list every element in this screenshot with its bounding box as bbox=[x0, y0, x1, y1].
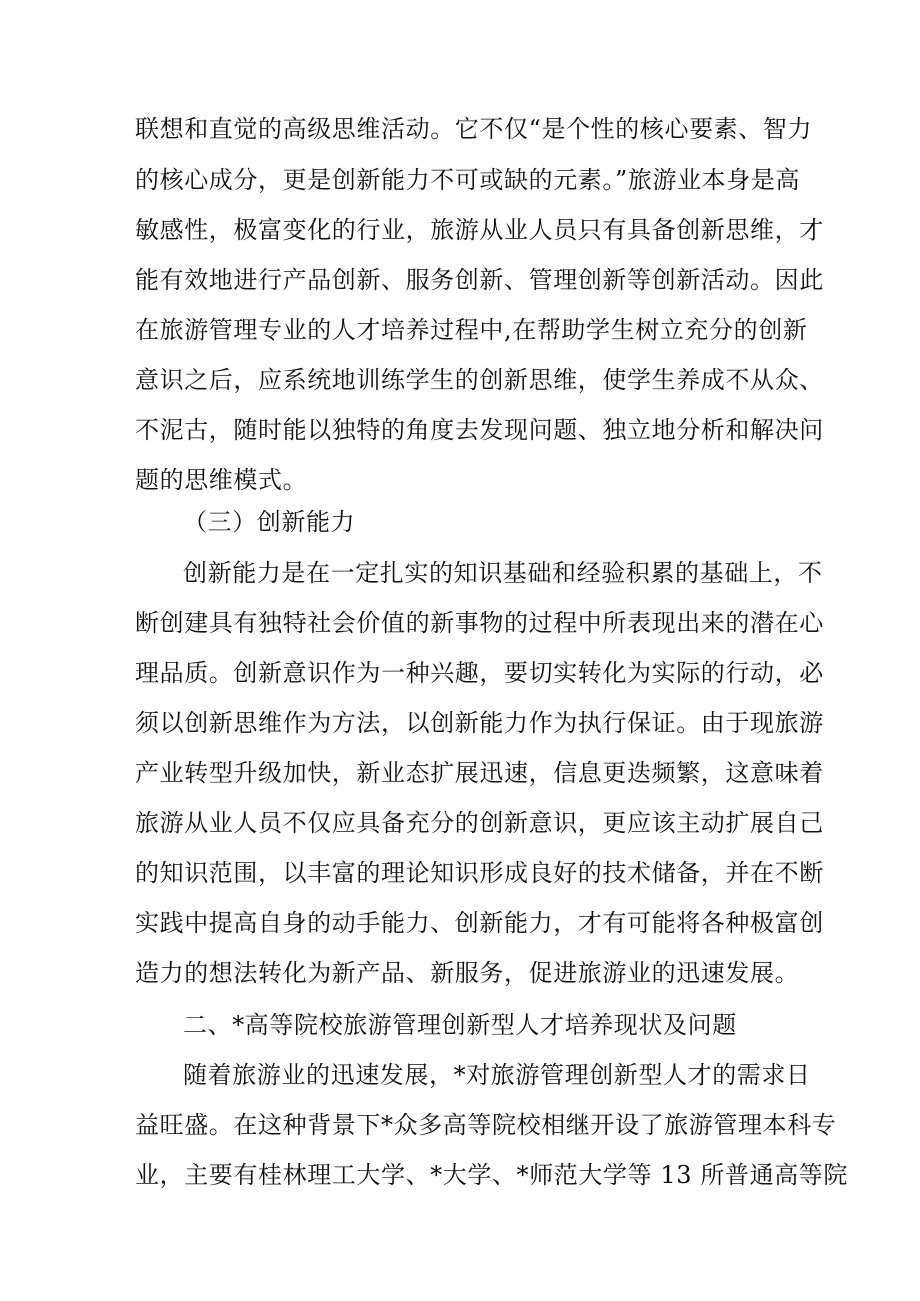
paragraph-line: 的核心成分，更是创新能力不可或缺的元素。”旅游业本身是高 bbox=[135, 166, 801, 194]
paragraph-line: 不泥古，随时能以独特的角度去发现问题、独立地分析和解决问 bbox=[135, 416, 824, 444]
section-heading: （三）创新能力 bbox=[183, 508, 356, 536]
chapter-heading: 二、*高等院校旅游管理创新型人才培养现状及问题 bbox=[183, 1011, 737, 1039]
paragraph-line: 理品质。创新意识作为一种兴趣，要切实转化为实际的行动，必 bbox=[135, 659, 824, 687]
paragraph-line: 旅游从业人员不仅应具备充分的创新意识，更应该主动扩展自己 bbox=[135, 809, 824, 837]
paragraph-line: 意识之后，应系统地训练学生的创新思维，使学生养成不从众、 bbox=[135, 366, 824, 394]
paragraph-line: 随着旅游业的迅速发展，*对旅游管理创新型人才的需求日 bbox=[183, 1061, 811, 1089]
paragraph-line: 的知识范围，以丰富的理论知识形成良好的技术储备，并在不断 bbox=[135, 859, 824, 887]
paragraph-line: 在旅游管理专业的人才培养过程中,在帮助学生树立充分的创新 bbox=[135, 316, 808, 344]
paragraph-line: 创新能力是在一定扎实的知识基础和经验积累的基础上，不 bbox=[183, 559, 823, 587]
paragraph-line: 造力的想法转化为新产品、新服务，促进旅游业的迅速发展。 bbox=[135, 959, 800, 987]
paragraph-line: 断创建具有独特社会价值的新事物的过程中所表现出来的潜在心 bbox=[135, 609, 824, 637]
paragraph-line: 益旺盛。在这种背景下*众多高等院校相继开设了旅游管理本科专 bbox=[135, 1111, 837, 1139]
paragraph-line: 题的思维模式。 bbox=[135, 466, 308, 494]
paragraph-line: 业，主要有桂林理工大学、*大学、*师范大学等 13 所普通高等院 bbox=[135, 1161, 848, 1189]
paragraph-line: 敏感性，极富变化的行业，旅游从业人员只有具备创新思维，才 bbox=[135, 216, 824, 244]
paragraph-line: 能有效地进行产品创新、服务创新、管理创新等创新活动。因此 bbox=[135, 266, 824, 294]
paragraph-line: 产业转型升级加快，新业态扩展迅速，信息更迭频繁，这意味着 bbox=[135, 759, 824, 787]
paragraph-line: 实践中提高自身的动手能力、创新能力，才有可能将各种极富创 bbox=[135, 909, 824, 937]
paragraph-line: 须以创新思维作为方法，以创新能力作为执行保证。由于现旅游 bbox=[135, 709, 824, 737]
paragraph-line: 联想和直觉的高级思维活动。它不仅“是个性的核心要素、智力 bbox=[135, 115, 813, 143]
